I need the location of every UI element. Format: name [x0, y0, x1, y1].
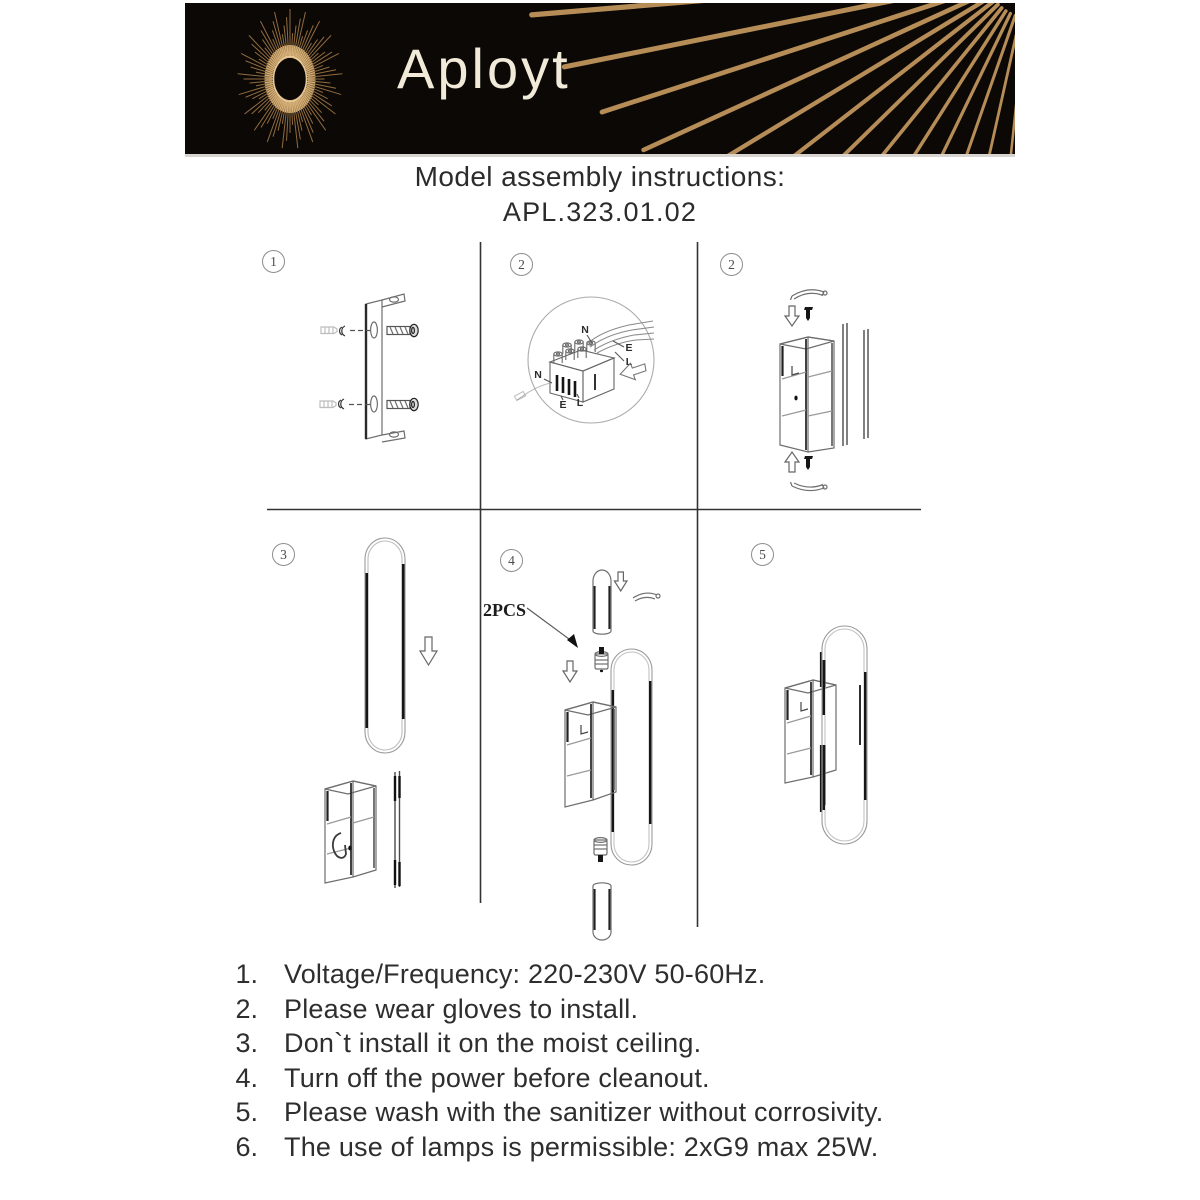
wire-label-l: L	[625, 356, 633, 368]
item-number: 5.	[235, 1097, 258, 1128]
list-item	[200, 1095, 1040, 1130]
sunburst-logo-icon	[238, 9, 343, 148]
glass-rods	[395, 771, 400, 888]
block-label-n: N	[534, 369, 542, 381]
block-label-e: E	[559, 399, 567, 411]
arrow-up-icon	[785, 452, 799, 472]
arrow-down-icon	[614, 572, 627, 591]
wire-label-e: E	[625, 342, 633, 354]
arrow-down-icon	[785, 306, 799, 326]
page-title: Model assembly instructions:	[414, 161, 786, 192]
arrow-down-icon	[563, 661, 577, 682]
item-text: Please wash with the sanitizer without corrosivity.	[284, 1097, 884, 1128]
wire-label-n-top: N	[581, 324, 589, 336]
diagram-step4-lamps	[483, 570, 660, 940]
item-text: The use of lamps is permissible: 2xG9 max 25W.	[284, 1131, 879, 1162]
list-item	[200, 992, 1040, 1027]
model-number: APL.323.01.02	[502, 197, 698, 227]
arrow-down-icon	[420, 637, 437, 665]
list-item	[200, 1026, 1040, 1061]
wall-body	[565, 702, 616, 807]
diagram-step2-wiring	[514, 297, 654, 423]
corner-rays-icon	[532, 3, 1015, 154]
wire-slots	[557, 375, 575, 397]
screw-top	[387, 324, 418, 336]
diagram-step2-body	[780, 290, 868, 491]
item-text: Voltage/Frequency: 220-230V 50-60Hz.	[284, 959, 766, 989]
item-number: 4.	[235, 1062, 258, 1093]
list-item	[200, 1130, 1040, 1165]
step-badge-2b: 2	[720, 253, 743, 276]
item-number: 2.	[235, 993, 258, 1024]
wall-anchor-bottom	[320, 401, 336, 408]
2pcs-label: 2PCS	[483, 600, 527, 620]
terminal-block	[550, 350, 614, 402]
list-item	[200, 1061, 1040, 1096]
instructions-list	[200, 957, 1040, 1165]
brand-name: Aployt	[397, 37, 571, 100]
wall-anchor-top	[321, 327, 337, 334]
item-text: Turn off the power before cleanout.	[284, 1062, 710, 1093]
item-number: 3.	[235, 1028, 258, 1059]
screw-icon	[804, 456, 813, 470]
diagram-step5-assembled	[785, 626, 867, 844]
step-badge-3: 3	[272, 543, 295, 566]
step-badge-1: 1	[262, 250, 285, 273]
item-text: Don`t install it on the moist ceiling.	[284, 1028, 702, 1059]
glass-rods	[843, 323, 868, 446]
step-badge-5: 5	[751, 543, 774, 566]
assembly-diagrams	[265, 240, 935, 950]
block-label-l: L	[576, 397, 584, 409]
step-badge-2: 2	[510, 253, 533, 276]
lamp-socket-top	[595, 647, 608, 672]
wall-body	[325, 781, 376, 883]
item-number: 1.	[235, 959, 258, 989]
item-number: 6.	[235, 1131, 258, 1162]
list-item	[200, 957, 1040, 992]
step-badge-4: 4	[500, 549, 523, 572]
screw-icon	[804, 307, 813, 321]
diagram-step3-ring	[325, 538, 437, 888]
title-block	[0, 161, 1200, 228]
direction-arrow	[619, 361, 648, 382]
lamp-socket-bottom	[594, 838, 607, 862]
screw-bottom	[387, 398, 418, 410]
hanging-hook	[333, 833, 346, 858]
brand-banner	[185, 3, 1015, 157]
banner-decoration	[185, 3, 1015, 154]
diagram-step1-bracket	[320, 294, 418, 442]
item-text: Please wear gloves to install.	[284, 993, 639, 1024]
